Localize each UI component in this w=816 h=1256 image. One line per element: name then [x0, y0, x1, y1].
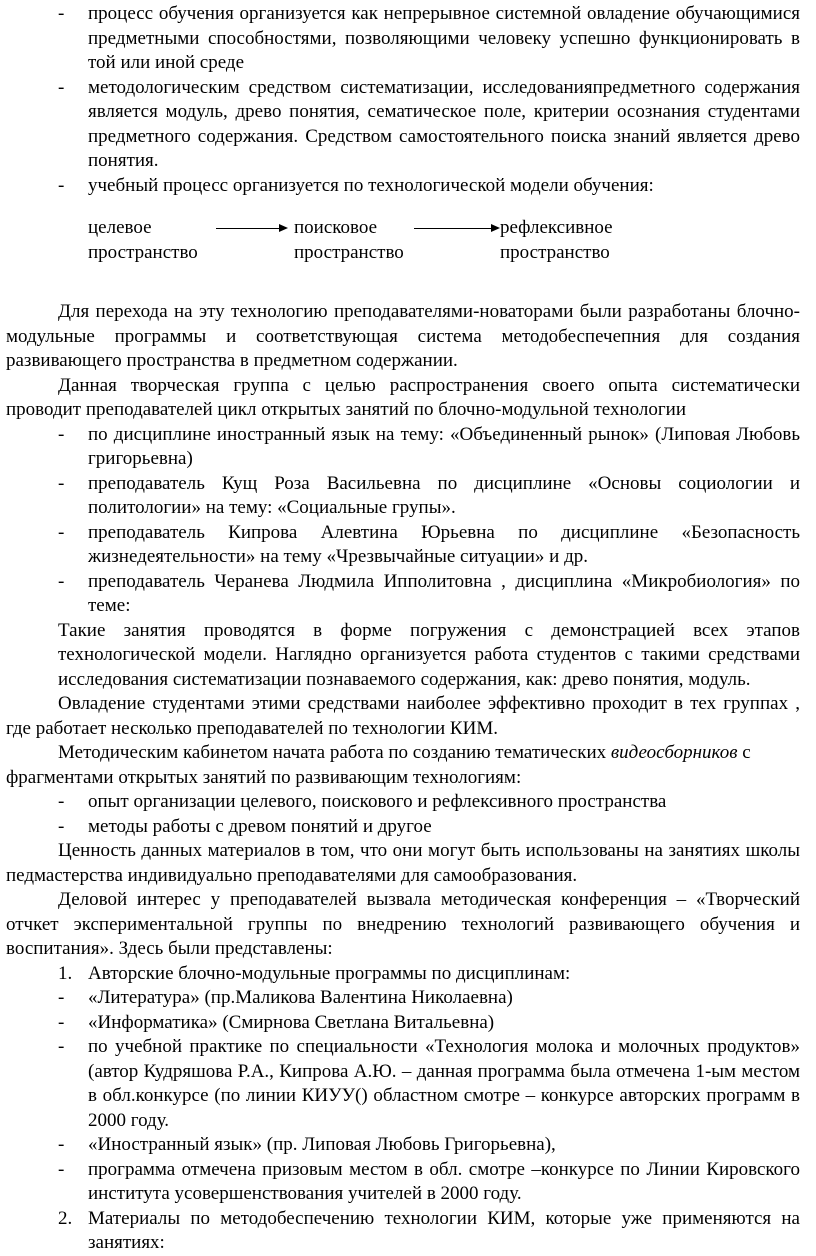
model-stage-label: целевое	[88, 217, 152, 238]
list-item-text: преподаватель Черанева Людмила Ипполитовна , дисциплина «Микробиология» по теме:	[88, 570, 800, 616]
paragraph-conference: Деловой интерес у преподавателей вызвала методическая конференция – «Творческий отчкет экспериментальной группы по внедрению технологий развивающего обучения и воспитания». Здесь были представлены:	[6, 889, 800, 959]
number-marker: 1.	[58, 962, 73, 984]
model-stage-reflexive	[500, 216, 613, 265]
dash-marker: -	[58, 1134, 65, 1155]
list-item-text: по учебной практике по специальности «Технология молока и молочных продуктов» (автор Кудряшова Р.А., Кипрова А.Ю. – данная программа была отмечена 1-ым местом в обл.конкурсе (по линии КИУУ() областном смотре – конкурсе авторских программ в 2000 году.	[88, 1036, 800, 1131]
list-item	[58, 472, 800, 521]
dash-marker: -	[58, 570, 65, 592]
model-stage-label: поисковое	[294, 217, 378, 238]
dash-marker: -	[58, 815, 65, 837]
dash-marker: -	[58, 1011, 65, 1033]
technology-model-diagram	[58, 216, 800, 290]
list-item	[58, 570, 800, 619]
numbered-item	[58, 1207, 800, 1256]
list-item	[58, 1158, 800, 1207]
list-item	[58, 1035, 800, 1133]
model-stage-label: пространство	[88, 241, 198, 263]
list-item-text: методологическим средством систематизации, исследованияпредметного содержания является модуль, древо понятия, сематическое поле, критерии осознания студентами предметного содержания. Средством самостоятельного поиска знаний является древо понятия.	[88, 76, 800, 171]
model-stage-search	[294, 216, 404, 265]
dash-marker: -	[58, 3, 65, 24]
model-stage-label: пространство	[500, 241, 610, 263]
list-item	[58, 815, 800, 840]
paragraph-transition: Для перехода на эту технологию преподавателями-новаторами были разработаны блочно-модульные программы и соответствующая система методобеспечепния для создания развивающего пространства в предметном содержании.	[6, 301, 800, 371]
model-stage-label: рефлексивное	[500, 217, 613, 238]
list-item	[58, 986, 800, 1011]
numbered-item-text: Материалы по методобеспечению технологии КИМ, которые уже применяются на занятиях:	[88, 1207, 800, 1253]
list-item-text: «Информатика» (Смирнова Светлана Витальевна)	[88, 1011, 495, 1033]
list-item-text: программа отмечена призовым местом в обл. смотре –конкурсе по Линии Кировского института усовершенствования учителей в 2000 году.	[88, 1158, 800, 1204]
paragraph-group: Данная творческая группа с целью распространения своего опыта систематически проводит преподавателей цикл открытых занятий по блочно-модульной технологии	[6, 374, 800, 420]
list-item	[58, 76, 800, 174]
list-item	[58, 1011, 800, 1036]
paragraph-mastery: Овладение студентами этими средствами наиболее эффективно проходит в тех группах , где работает несколько преподавателей по технологии КИМ.	[6, 693, 800, 739]
number-marker: 2.	[58, 1207, 73, 1229]
numbered-item-text: Авторские блочно-модульные программы по дисциплинам:	[88, 962, 571, 984]
list-item	[58, 2, 800, 76]
dash-marker: -	[58, 174, 65, 196]
list-item	[58, 521, 800, 570]
paragraph-video-text: Методическим кабинетом начата работа по созданию тематических	[58, 742, 611, 763]
list-item-text: «Иностранный язык» (пр. Липовая Любовь Григорьевна),	[88, 1134, 556, 1155]
paragraph-video	[6, 741, 800, 790]
list-item-text: преподаватель Кипрова Алевтина Юрьевна по дисциплине «Безопасность жизнедеятельности» на тему «Чрезвычайные ситуации» и др.	[88, 521, 800, 567]
list-item	[58, 790, 800, 815]
paragraph-value: Ценность данных материалов в том, что они могут быть использованы на занятиях школы педмастерства индивидуально преподавателями для самообразования.	[6, 840, 800, 886]
list-item	[58, 174, 800, 199]
paragraph-video-text-end: с фрагментами открытых занятий по развивающим технологиям:	[6, 742, 751, 788]
numbered-item	[58, 962, 800, 987]
model-stage-label: пространство	[294, 241, 404, 263]
dash-marker: -	[58, 1158, 65, 1180]
paragraph-lessons-form: Такие занятия проводятся в форме погружения с демонстрацией всех этапов технологической модели. Наглядно организуется работа студентов с такими средствами исследования систематизации познаваемого содержания, как: древо понятия, модуль.	[58, 619, 800, 690]
dash-marker: -	[58, 521, 65, 543]
list-item-text: процесс обучения организуется как непрерывное системной овладение обучающимися предметными способностями, позволяющими человеку успешно функционировать в той или иной среде	[88, 3, 800, 73]
paragraph-video-emphasis: видеосборников	[610, 742, 738, 763]
dash-marker: -	[58, 423, 65, 445]
list-item-text: преподаватель Кущ Роза Васильевна по дисциплине «Основы социологии и политологии» на тему: «Социальные групы».	[88, 472, 800, 518]
list-item	[58, 1133, 800, 1158]
list-item	[58, 423, 800, 472]
dash-marker: -	[58, 76, 65, 98]
list-item-text: по дисциплине иностранный язык на тему: «Объединенный рынок» (Липовая Любовь григорьевна)	[88, 423, 800, 469]
model-arrow-1	[216, 228, 286, 229]
list-item-text: методы работы с древом понятий и другое	[88, 815, 432, 837]
dash-marker: -	[58, 987, 65, 1008]
list-item-text: «Литература» (пр.Маликова Валентина Николаевна)	[88, 987, 513, 1008]
list-item-text: опыт организации целевого, поискового и рефлексивного пространства	[88, 791, 667, 812]
model-arrow-2	[414, 228, 498, 229]
model-stage-target	[88, 216, 198, 265]
dash-marker: -	[58, 472, 65, 494]
dash-marker: -	[58, 1036, 65, 1057]
list-item-text: учебный процесс организуется по технологической модели обучения:	[88, 174, 654, 196]
dash-marker: -	[58, 791, 65, 812]
